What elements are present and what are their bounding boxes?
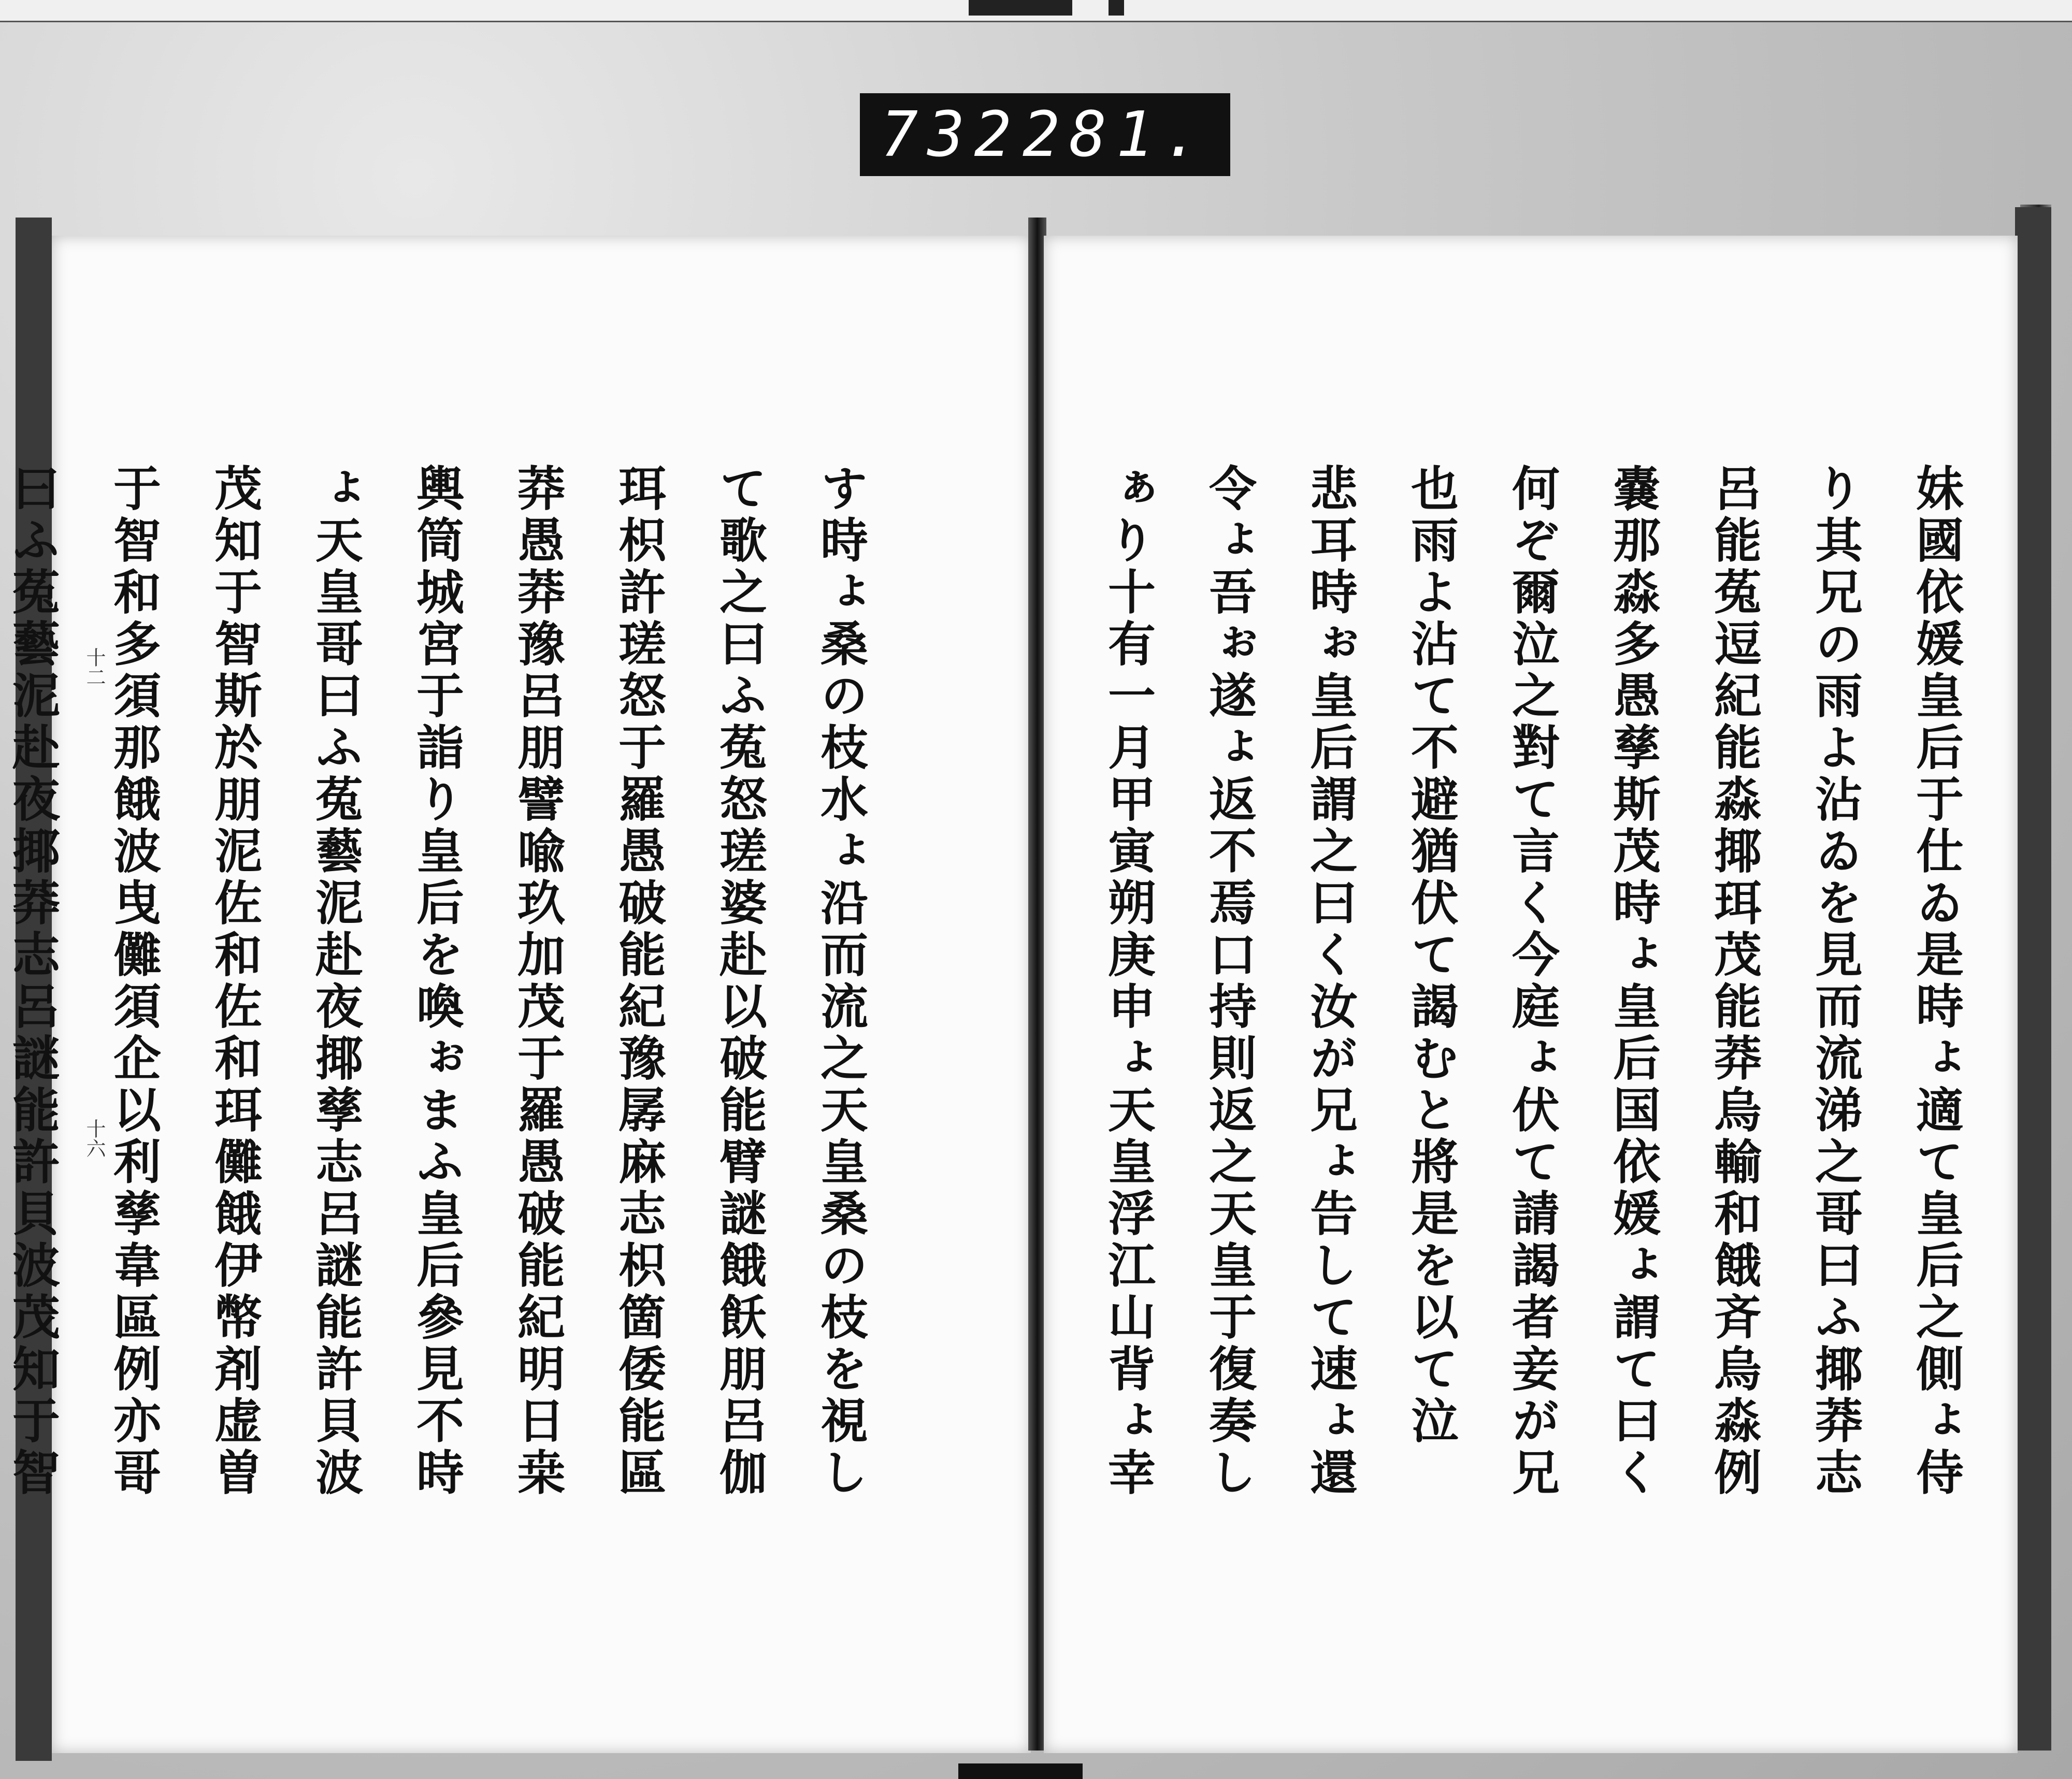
text-line: 悲耳時ぉ皇后謂之曰く汝が兄ょ告して速ょ還 (1302, 464, 1358, 1499)
right-page (1044, 236, 2018, 1753)
bottom-film-tab (958, 1763, 1083, 1779)
text-line: 莽愚莽豫呂朋譬喩玖加茂于羅愚破能紀明日桒 (510, 464, 566, 1499)
text-line: 曰ふ菟藝泥赴夜揶莽志呂謎能許貝波茂知于智 (5, 464, 61, 1499)
text-line: 珥枳許瑳怒于羅愚破能紀豫孱麻志枳箇倭能區 (611, 464, 667, 1499)
margin-mark: 十六 (83, 1119, 106, 1158)
left-page-text (0, 464, 891, 1691)
film-mark (1109, 0, 1124, 16)
text-line: す時ょ桑の枝水ょ沿而流之天皇桑の枝を視し (813, 464, 869, 1499)
microfilm-label (860, 93, 1230, 176)
label-left-number: 732 (881, 98, 1021, 171)
film-mark (969, 0, 1072, 16)
book-right-cover (2015, 207, 2051, 1751)
text-line: 令ょ吾ぉ遂ょ返不焉口持則返之天皇于復奏し (1201, 464, 1257, 1499)
text-line: 嚢那淼多愚孳斯茂時ょ皇后国依媛ょ謂て曰く (1605, 464, 1661, 1499)
text-line: て歌之曰ふ菟怒瑳婆赴以破能臂謎餓飫朋呂伽 (712, 464, 768, 1499)
text-line: ぁり十有一月甲寅朔庚申ょ天皇浮江山背ょ幸 (1100, 464, 1156, 1499)
text-line: 輿筒城宮于詣り皇后を喚ぉまふ皇后參見不時 (409, 464, 465, 1499)
text-line: 妹國依媛皇后于仕ゐ是時ょ適て皇后之側ょ侍 (1908, 464, 1964, 1499)
text-line: ょ天皇哥曰ふ菟藝泥赴夜揶孳志呂謎能許貝波 (308, 464, 364, 1499)
text-line: り其兄の雨よ沾ゐを見而流涕之哥曰ふ揶莽志 (1807, 464, 1863, 1499)
top-film-strip (0, 0, 2072, 22)
margin-mark: 十二 (83, 647, 106, 687)
label-right-number: 281. (1023, 98, 1210, 171)
left-page (5, 236, 1031, 1753)
open-book (5, 207, 2051, 1761)
text-line: 也雨よ沾て不避猶伏て謁むと將是を以て泣 (1403, 464, 1459, 1448)
text-line: 呂能菟逗紀能淼揶珥茂能莽烏輸和餓斉烏淼例 (1706, 464, 1762, 1499)
text-line: 何ぞ爾泣之對て言く今庭ょ伏て請謁者妾が兄 (1504, 464, 1560, 1499)
text-line: 茂知于智斯於朋泥佐和佐和珥儺餓伊幣剤虚曽 (207, 464, 263, 1499)
right-page-text (1077, 464, 1987, 1691)
text-line: 于智和多須那餓波曳儺須企以利孳韋區例亦哥 (106, 464, 162, 1499)
